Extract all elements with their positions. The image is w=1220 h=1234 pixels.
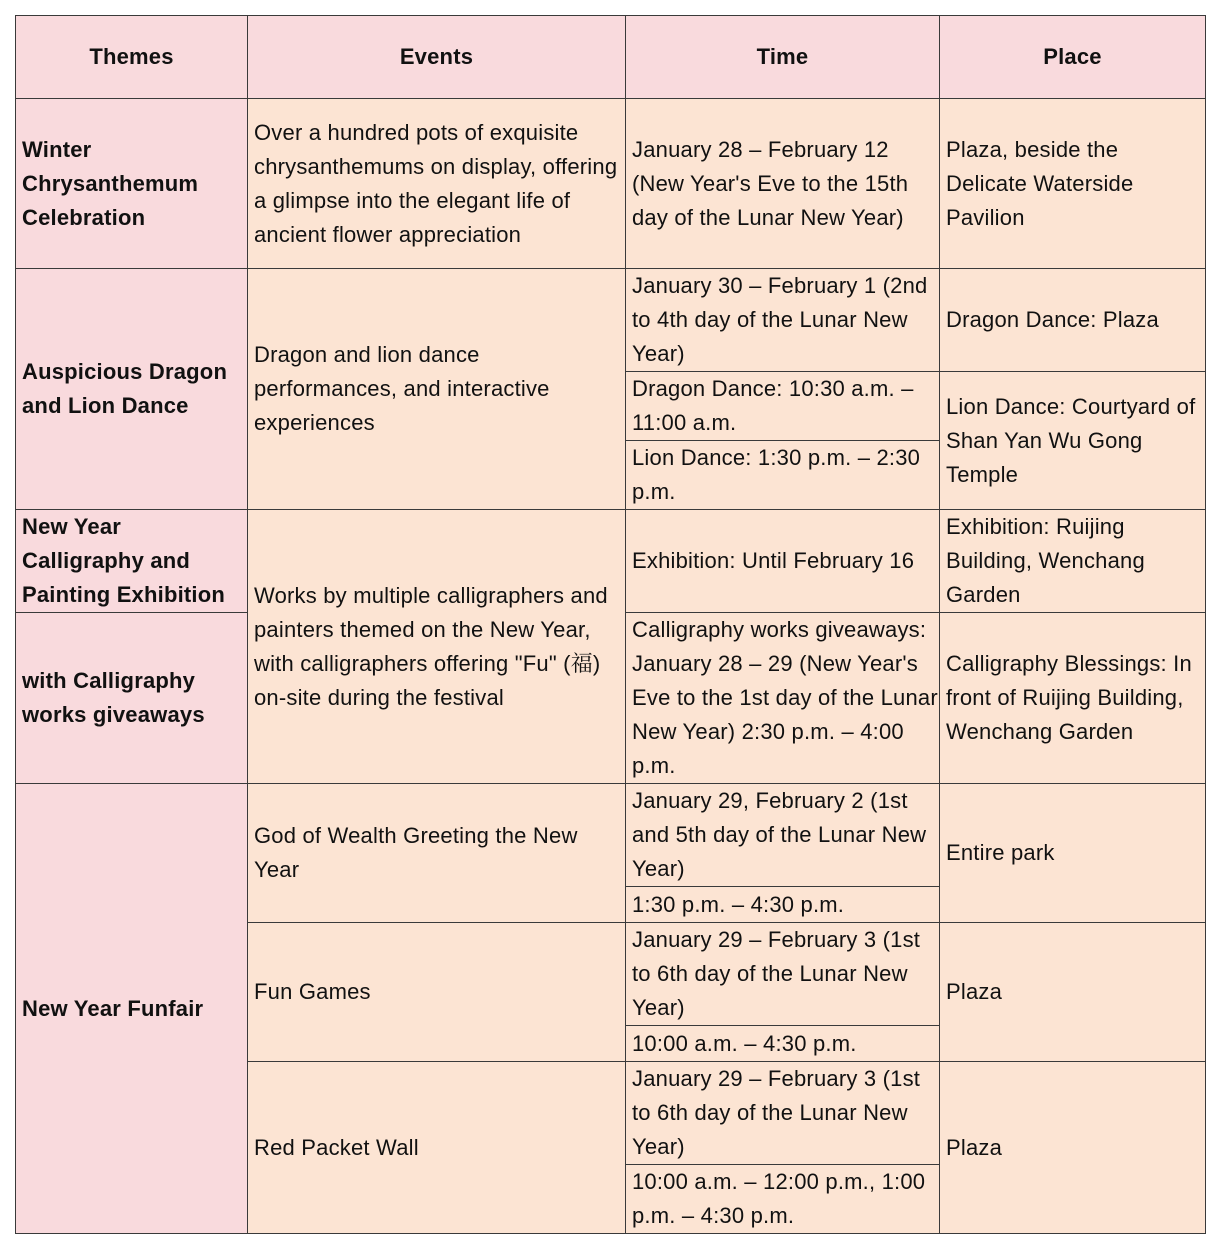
event-cell-winter: Over a hundred pots of exquisite chrysanthemums on display, offering a glimpse into the elegant life of ancient flower appreciation	[248, 99, 626, 269]
time-cell-exhibition: Exhibition: Until February 16	[626, 510, 940, 613]
theme-cell-dragon: Auspicious Dragon and Lion Dance	[16, 269, 248, 510]
time-cell-games-dates: January 29 – February 3 (1st to 6th day of the Lunar New Year)	[626, 923, 940, 1026]
event-cell-fun-games: Fun Games	[248, 923, 626, 1062]
theme-cell-calligraphy: New Year Calligraphy and Painting Exhibition	[16, 510, 248, 613]
event-cell-calligraphy: Works by multiple calligraphers and painters themed on the New Year, with calligraphers offering "Fu" (福) on-site during the festival	[248, 510, 626, 784]
table-row	[16, 269, 1206, 372]
event-cell-god-of-wealth: God of Wealth Greeting the New Year	[248, 784, 626, 923]
events-table	[15, 15, 1206, 1234]
time-cell-god-dates: January 29, February 2 (1st and 5th day of the Lunar New Year)	[626, 784, 940, 887]
place-cell-exhibition: Exhibition: Ruijing Building, Wenchang Garden	[940, 510, 1206, 613]
header-themes: Themes	[16, 16, 248, 99]
time-cell-games-hours: 10:00 a.m. – 4:30 p.m.	[626, 1026, 940, 1062]
place-cell-winter: Plaza, beside the Delicate Waterside Pavilion	[940, 99, 1206, 269]
header-row	[16, 16, 1206, 99]
time-cell-winter: January 28 – February 12 (New Year's Eve to the 15th day of the Lunar New Year)	[626, 99, 940, 269]
theme-cell-funfair: New Year Funfair	[16, 784, 248, 1234]
theme-cell-winter: Winter Chrysanthemum Celebration	[16, 99, 248, 269]
table-row	[16, 510, 1206, 613]
table-row	[16, 99, 1206, 269]
header-events: Events	[248, 16, 626, 99]
time-cell-giveaways: Calligraphy works giveaways: January 28 – 29 (New Year's Eve to the 1st day of the Lunar New Year) 2:30 p.m. – 4:00 p.m.	[626, 613, 940, 784]
place-cell-blessings: Calligraphy Blessings: In front of Ruijing Building, Wenchang Garden	[940, 613, 1206, 784]
time-cell-lion-hours: Lion Dance: 1:30 p.m. – 2:30 p.m.	[626, 441, 940, 510]
theme-cell-giveaways: with Calligraphy works giveaways	[16, 613, 248, 784]
time-cell-packet-dates: January 29 – February 3 (1st to 6th day of the Lunar New Year)	[626, 1062, 940, 1165]
event-cell-red-packet: Red Packet Wall	[248, 1062, 626, 1234]
time-cell-dragon-hours: Dragon Dance: 10:30 a.m. – 11:00 a.m.	[626, 372, 940, 441]
header-place: Place	[940, 16, 1206, 99]
place-cell-packet: Plaza	[940, 1062, 1206, 1234]
time-cell-dragon-dates: January 30 – February 1 (2nd to 4th day of the Lunar New Year)	[626, 269, 940, 372]
table-row	[16, 784, 1206, 887]
place-cell-lion: Lion Dance: Courtyard of Shan Yan Wu Gong Temple	[940, 372, 1206, 510]
place-cell-dragon: Dragon Dance: Plaza	[940, 269, 1206, 372]
time-cell-god-hours: 1:30 p.m. – 4:30 p.m.	[626, 887, 940, 923]
event-cell-dragon: Dragon and lion dance performances, and interactive experiences	[248, 269, 626, 510]
time-cell-packet-hours: 10:00 a.m. – 12:00 p.m., 1:00 p.m. – 4:30 p.m.	[626, 1165, 940, 1234]
header-time: Time	[626, 16, 940, 99]
place-cell-god: Entire park	[940, 784, 1206, 923]
place-cell-games: Plaza	[940, 923, 1206, 1062]
